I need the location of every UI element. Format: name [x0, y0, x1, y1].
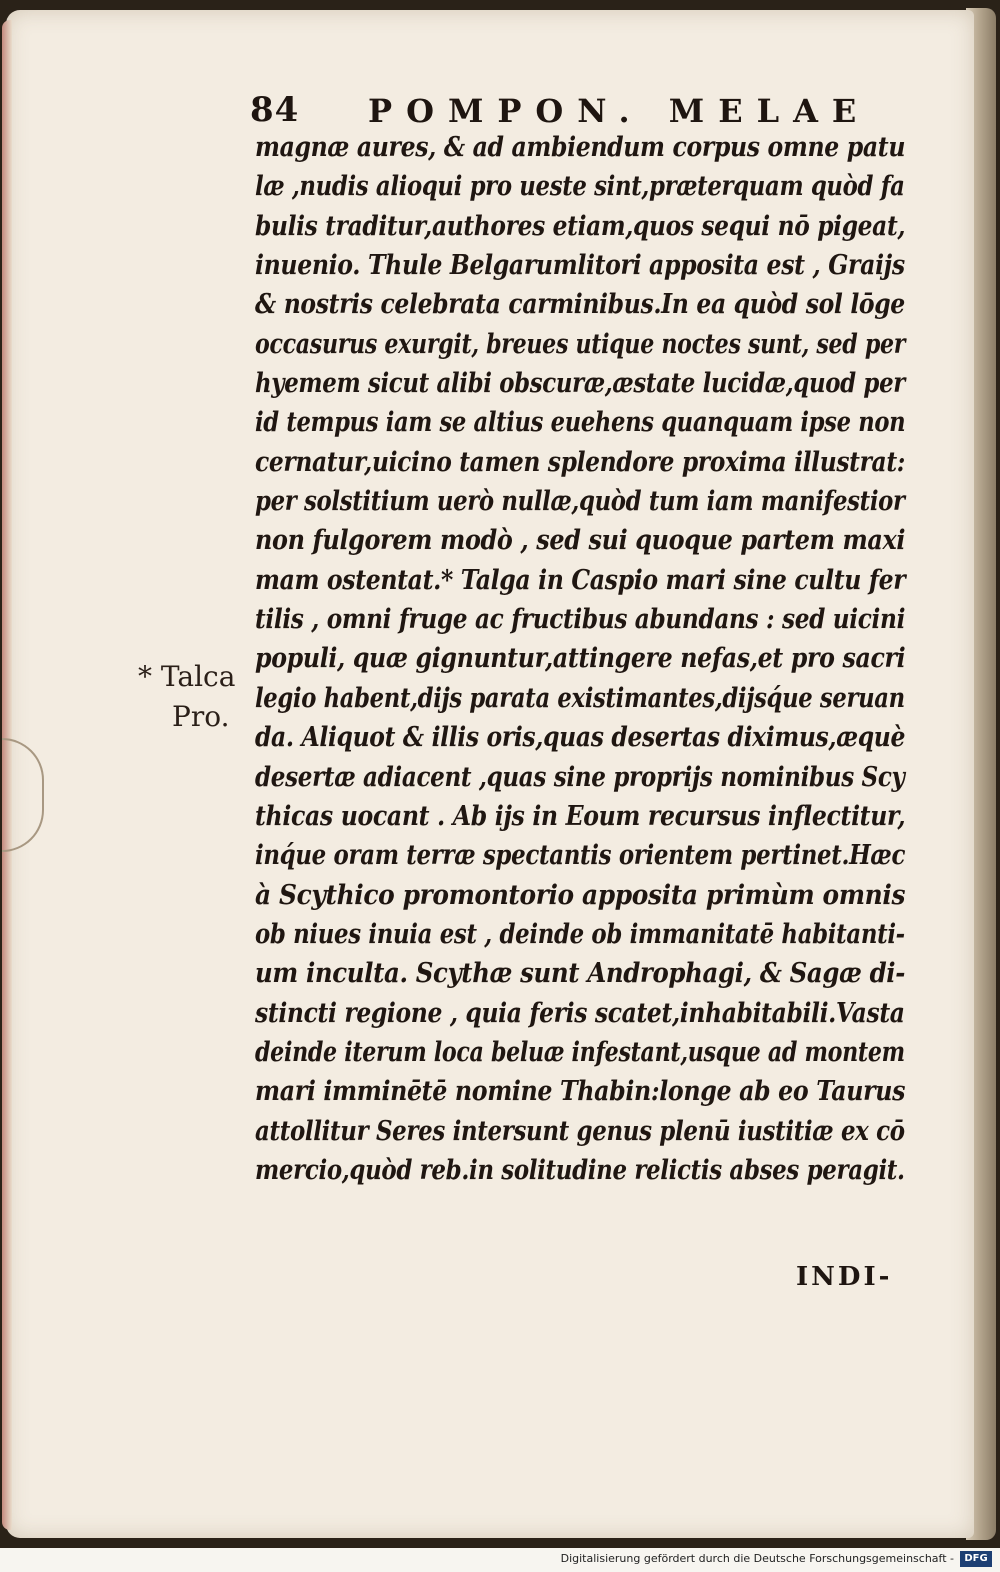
- dfg-logo-icon: DFG: [960, 1551, 992, 1567]
- text-line: thicas uocant . Ab ijs in Eoum recursus inflectitur,: [255, 800, 906, 832]
- catchword: INDI-: [796, 1262, 893, 1292]
- text-line: tilis , omni fruge ac fructibus abundans : sed uicini: [255, 604, 906, 636]
- text-line: desertæ adiacent ,quas sine proprijs nominibus Scy: [255, 761, 905, 793]
- text-line: læ ,nudis alioqui pro ueste sint,præterquam quòd fa: [255, 171, 905, 203]
- text-line: um inculta. Scythæ sunt Androphagi, & Sagæ di-: [255, 958, 905, 990]
- text-line: stincti regione , quia feris scatet,inhabitabili.Vasta: [255, 997, 905, 1029]
- text-line: hyemem sicut alibi obscuræ,æstate lucidæ,quod per: [255, 368, 905, 400]
- margin-note-pro: Pro.: [172, 700, 230, 733]
- funding-credit: Digitalisierung gefördert durch die Deutsche Forschungsgemeinschaft -: [560, 1552, 954, 1565]
- text-line: & nostris celebrata carminibus.In ea quòd sol lōge: [255, 289, 905, 321]
- text-line: occasurus exurgit, breues utique noctes sunt, sed per: [255, 328, 906, 360]
- text-line: legio habent,dijs parata existimantes,dijsq́ue seruan: [255, 682, 905, 714]
- text-line: mam ostentat.* Talga in Caspio mari sine cultu fer: [255, 564, 906, 596]
- running-title: POMPON. MELAE: [368, 92, 871, 130]
- footer-bar: [0, 1548, 1000, 1572]
- text-line: attollitur Seres intersunt genus plenū iustitiæ ex cō: [255, 1115, 905, 1147]
- text-block: [255, 128, 915, 1190]
- text-line: bulis traditur,authores etiam,quos sequi nō pigeat,: [255, 210, 906, 242]
- text-line: mercio,quòd reb.in solitudine relictis abses peragit.: [255, 1154, 905, 1186]
- text-line: id tempus iam se altius euehens quanquam ipse non: [255, 407, 906, 439]
- text-line: ob niues inuia est , deinde ob immanitatē habitanti-: [255, 918, 905, 950]
- text-line: non fulgorem modò , sed sui quoque partem maxi: [255, 525, 906, 557]
- folio-number: 84: [250, 90, 300, 130]
- text-line: inq́ue oram terræ spectantis orientem pertinet.Hæc: [255, 840, 906, 872]
- text-line: mari imminētē nomine Thabin:longe ab eo Taurus: [255, 1076, 906, 1108]
- margin-note-talca: * Talca: [138, 660, 236, 693]
- text-line: da. Aliquot & illis oris,quas desertas diximus,æquè: [255, 722, 906, 754]
- text-line: à Scythico promontorio apposita primùm omnis: [255, 879, 906, 911]
- text-line: inuenio. Thule Belgarumlitori apposita est , Graijs: [255, 250, 905, 282]
- text-line: populi, quæ gignuntur,attingere nefas,et pro sacri: [255, 643, 906, 675]
- text-line: magnæ aures, & ad ambiendum corpus omne patu: [255, 132, 906, 163]
- text-line: cernatur,uicino tamen splendore proxima illustrat:: [255, 446, 906, 478]
- text-line: deinde iterum loca beluæ infestant,usque ad montem: [255, 1036, 905, 1068]
- text-line: per solstitium uerò nullæ,quòd tum iam manifestior: [255, 486, 905, 518]
